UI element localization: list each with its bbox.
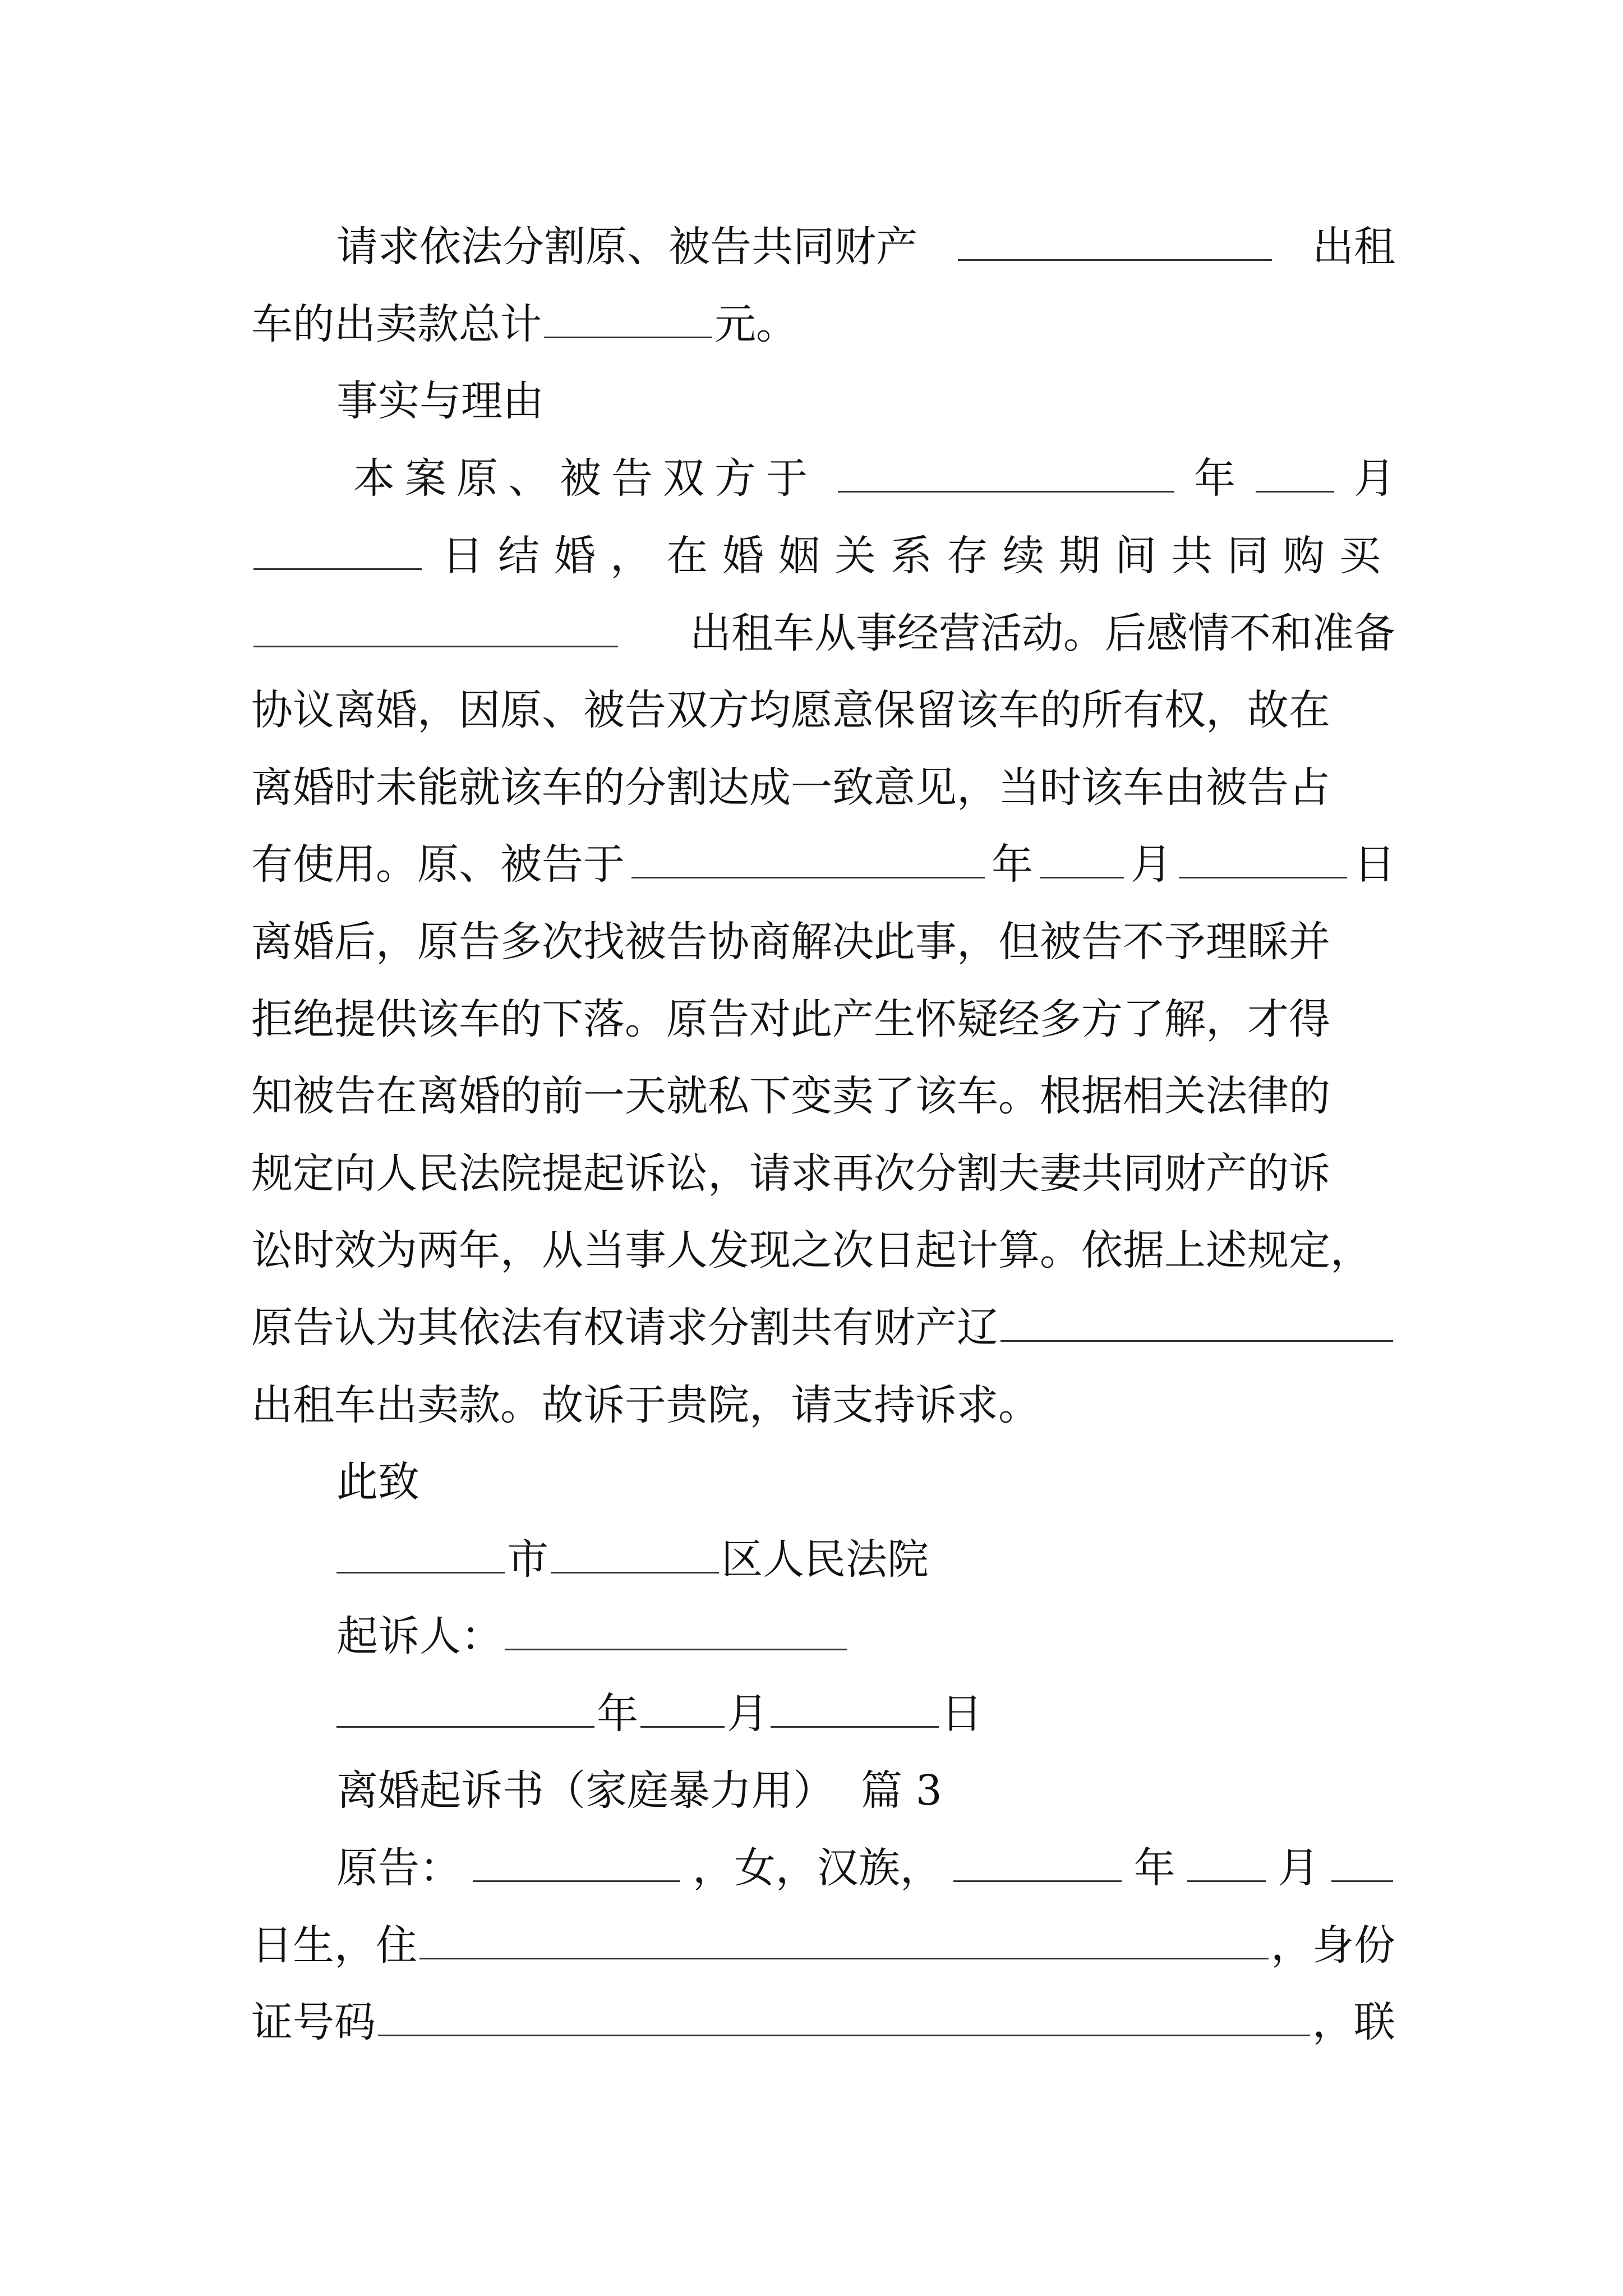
blank-field[interactable] bbox=[640, 1687, 725, 1728]
blank-field[interactable] bbox=[544, 297, 712, 338]
section3-title bbox=[336, 1751, 1395, 1830]
blank-field[interactable] bbox=[1187, 1841, 1266, 1882]
text-s3-2b: ，身份 bbox=[1271, 1921, 1395, 1970]
heading-facts bbox=[336, 362, 1395, 440]
text-facts-13: 讼时效为两年，从当事人发现之次日起计算。依据上述规定， bbox=[251, 1226, 1372, 1274]
plaintiff-label: 起诉人： bbox=[336, 1612, 502, 1660]
facts-line-4 bbox=[251, 517, 1395, 595]
text-s3-1d: 月 bbox=[1278, 1844, 1320, 1892]
text-s3-3a: 证号码 bbox=[251, 1998, 376, 2046]
blank-field[interactable] bbox=[253, 606, 618, 647]
blank-field[interactable] bbox=[1256, 452, 1334, 493]
heading-facts-text: 事实与理由 bbox=[336, 377, 544, 425]
text-facts-8c: 月 bbox=[1131, 840, 1172, 889]
text-s3-1c: 年 bbox=[1133, 1844, 1175, 1892]
facts-line-15 bbox=[251, 1366, 1395, 1444]
text-facts-14a: 原告认为其依法有权请求分割共有财产辽 bbox=[251, 1304, 998, 1352]
blank-field[interactable] bbox=[1179, 838, 1347, 878]
facts-line-5 bbox=[251, 594, 1395, 673]
text-facts-9: 离婚后，原告多次找被告协商解决此事，但被告不予理睬并 bbox=[251, 918, 1330, 966]
section3-title-text: 离婚起诉书（家庭暴力用） 篇 3 bbox=[336, 1766, 942, 1815]
text-s3-2a: 日生，住 bbox=[251, 1921, 417, 1970]
text-facts-3c: 月 bbox=[1354, 454, 1395, 503]
date-day: 日 bbox=[941, 1690, 983, 1738]
blank-field[interactable] bbox=[1331, 1841, 1393, 1882]
blank-field[interactable] bbox=[631, 838, 985, 878]
text-claim-1b: 出租 bbox=[1312, 223, 1395, 271]
facts-line-14 bbox=[251, 1289, 1395, 1367]
section3-line-1 bbox=[336, 1829, 1395, 1907]
blank-field[interactable] bbox=[253, 529, 422, 570]
text-facts-8a: 有使用。原、被告于 bbox=[251, 840, 625, 889]
closing-date bbox=[336, 1674, 1395, 1753]
text-claim-1a: 请求依法分割原、被告共同财产 bbox=[336, 223, 917, 271]
text-facts-15: 出租车出卖款。故诉于贵院，请支持诉求。 bbox=[251, 1381, 1040, 1429]
facts-line-9 bbox=[251, 903, 1395, 981]
blank-field[interactable] bbox=[771, 1687, 939, 1728]
blank-field[interactable] bbox=[505, 1609, 847, 1650]
text-claim-2a: 车的出卖款总计 bbox=[251, 300, 542, 348]
date-month: 月 bbox=[727, 1690, 768, 1738]
text-court-b: 区人民法院 bbox=[721, 1535, 929, 1584]
blank-field[interactable] bbox=[336, 1533, 505, 1573]
blank-field[interactable] bbox=[838, 452, 1174, 493]
text-facts-3a: 本案原、被告双方于 bbox=[353, 454, 818, 503]
text-facts-11: 知被告在离婚的前一天就私下变卖了该车。根据相关法律的 bbox=[251, 1072, 1330, 1120]
blank-field[interactable] bbox=[1040, 838, 1124, 878]
blank-field[interactable] bbox=[1000, 1301, 1393, 1342]
blank-field[interactable] bbox=[953, 1841, 1122, 1882]
facts-line-11 bbox=[251, 1057, 1395, 1135]
text-facts-12: 规定向人民法院提起诉讼，请求再次分割夫妻共同财产的诉 bbox=[251, 1149, 1330, 1198]
section3-line-2 bbox=[251, 1906, 1395, 1985]
date-year: 年 bbox=[597, 1690, 638, 1738]
closing-to bbox=[336, 1443, 1395, 1521]
facts-line-13 bbox=[251, 1211, 1395, 1290]
text-facts-3b: 年 bbox=[1194, 454, 1235, 503]
text-court-a: 市 bbox=[507, 1535, 548, 1584]
blank-field[interactable] bbox=[958, 220, 1272, 261]
text-facts-6: 协议离婚，因原、被告双方均愿意保留该车的所有权，故在 bbox=[251, 686, 1330, 734]
text-facts-8d: 日 bbox=[1354, 840, 1395, 889]
text-facts-5a: 出租车从事经营活动。后感情不和准备 bbox=[690, 609, 1395, 657]
closing-court bbox=[336, 1520, 1395, 1599]
claim-line-1 bbox=[336, 208, 1395, 286]
text-s3-1a: 原告： bbox=[336, 1844, 461, 1892]
blank-field[interactable] bbox=[336, 1687, 594, 1728]
text-facts-4a: 日结婚，在婚姻关系存续期间共同购买 bbox=[442, 532, 1395, 580]
closing-to-text: 此致 bbox=[336, 1458, 419, 1506]
text-facts-8b: 年 bbox=[992, 840, 1033, 889]
text-claim-2b: 元。 bbox=[714, 300, 797, 348]
text-facts-10: 拒绝提供该车的下落。原告对此产生怀疑经多方了解，才得 bbox=[251, 995, 1330, 1043]
blank-field[interactable] bbox=[473, 1841, 680, 1882]
facts-line-3 bbox=[353, 439, 1395, 518]
section3-line-3 bbox=[251, 1983, 1395, 2062]
blank-field[interactable] bbox=[378, 1995, 1310, 2036]
claim-line-2 bbox=[251, 285, 1395, 364]
text-facts-7: 离婚时未能就该车的分割达成一致意见，当时该车由被告占 bbox=[251, 763, 1330, 812]
blank-field[interactable] bbox=[551, 1533, 719, 1573]
facts-line-7 bbox=[251, 748, 1395, 827]
text-s3-3b: ，联 bbox=[1312, 1998, 1395, 2046]
text-s3-1b: ，女，汉族， bbox=[692, 1844, 942, 1892]
facts-line-8 bbox=[251, 825, 1395, 904]
closing-plaintiff bbox=[336, 1597, 1395, 1676]
facts-line-12 bbox=[251, 1134, 1395, 1213]
facts-line-10 bbox=[251, 980, 1395, 1059]
blank-field[interactable] bbox=[419, 1918, 1269, 1959]
facts-line-6 bbox=[251, 671, 1395, 749]
